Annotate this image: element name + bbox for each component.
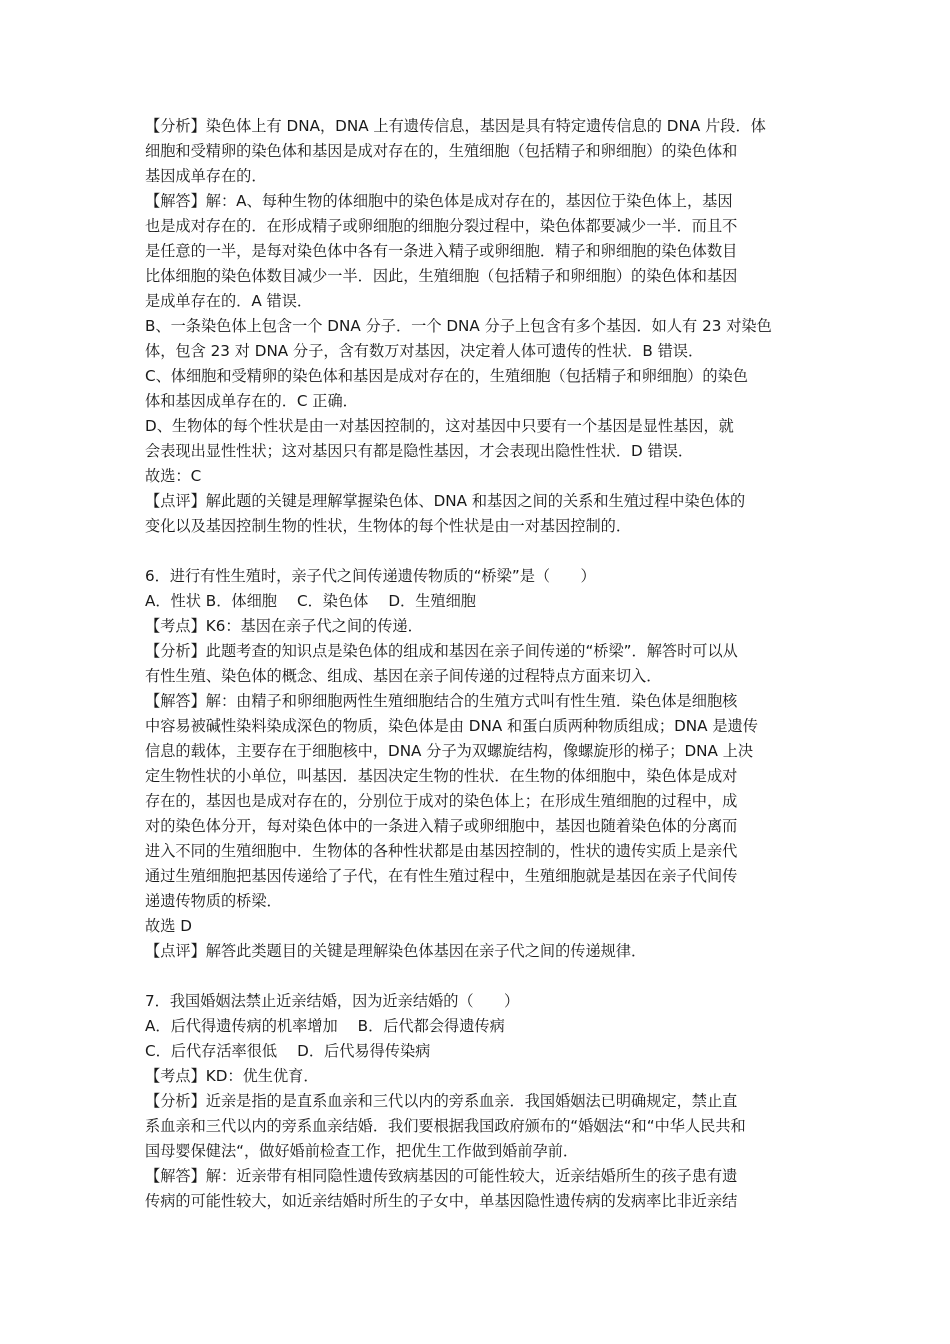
text-line: 变化以及基因控制生物的性状，生物体的每个性状是由一对基因控制的． xyxy=(145,517,631,535)
text-line: 【分析】染色体上有 DNA，DNA 上有遗传信息，基因是具有特定遗传信息的 DNA 片段．体 xyxy=(145,117,766,135)
text-line: 故选 D xyxy=(145,917,192,935)
text-line: 【分析】近亲是指的是直系血亲和三代以内的旁系血亲．我国婚姻法已明确规定，禁止直 xyxy=(145,1092,738,1110)
text-line: 也是成对存在的．在形成精子或卵细胞的细胞分裂过程中，染色体都要减少一半．而且不 xyxy=(145,217,738,235)
text-line: 基因成单存在的． xyxy=(145,167,267,185)
text-line: C、体细胞和受精卵的染色体和基因是成对存在的，生殖细胞（包括精子和卵细胞）的染色 xyxy=(145,367,748,385)
question-7-stem: 7．我国婚姻法禁止近亲结婚，因为近亲结婚的（ ） xyxy=(145,992,520,1010)
text-line: D、生物体的每个性状是由一对基因控制的，这对基因中只要有一个基因是显性基因，就 xyxy=(145,417,734,435)
text-line: 传病的可能性较大，如近亲结婚时所生的子女中，单基因隐性遗传病的发病率比非近亲结 xyxy=(145,1192,738,1210)
question-6-stem: 6．进行有性生殖时，亲子代之间传递遗传物质的“桥梁”是（ ） xyxy=(145,567,596,585)
text-line: 比体细胞的染色体数目减少一半．因此，生殖细胞（包括精子和卵细胞）的染色体和基因 xyxy=(145,267,738,285)
text-line: 【考点】KD：优生优育． xyxy=(145,1067,319,1085)
text-line: 国母婴保健法“，做好婚前检查工作，把优生工作做到婚前孕前． xyxy=(145,1142,579,1160)
text-line: 【点评】解此题的关键是理解掌握染色体、DNA 和基因之间的关系和生殖过程中染色体的 xyxy=(145,492,746,510)
text-line: 是任意的一半，是每对染色体中各有一条进入精子或卵细胞．精子和卵细胞的染色体数目 xyxy=(145,242,738,260)
text-line: 通过生殖细胞把基因传递给了子代，在有性生殖过程中，生殖细胞就是基因在亲子代间传 xyxy=(145,867,738,885)
text-line: 系血亲和三代以内的旁系血亲结婚．我们要根据我国政府颁布的“婚姻法“和“中华人民共和 xyxy=(145,1117,746,1135)
text-line: 会表现出显性性状；这对基因只有都是隐性基因，才会表现出隐性性状．D 错误． xyxy=(145,442,694,460)
text-line: 【解答】解：A、每种生物的体细胞中的染色体是成对存在的，基因位于染色体上，基因 xyxy=(145,192,733,210)
text-line: 体，包含 23 对 DNA 分子，含有数万对基因，决定着人体可遗传的性状．B 错误． xyxy=(145,342,704,360)
text-line: 【解答】解：由精子和卵细胞两性生殖细胞结合的生殖方式叫有性生殖．染色体是细胞核 xyxy=(145,692,738,710)
text-line: 中容易被碱性染料染成深色的物质，染色体是由 DNA 和蛋白质两种物质组成；DNA 是遗传 xyxy=(145,717,758,735)
document-body xyxy=(145,114,810,1214)
text-line: 进入不同的生殖细胞中．生物体的各种性状都是由基因控制的，性状的遗传实质上是亲代 xyxy=(145,842,738,860)
text-line: 对的染色体分开，每对染色体中的一条进入精子或卵细胞中，基因也随着染色体的分离而 xyxy=(145,817,738,835)
blank-line xyxy=(145,539,810,564)
text-line: 故选：C xyxy=(145,467,202,485)
text-line: 存在的，基因也是成对存在的，分别位于成对的染色体上；在形成生殖细胞的过程中，成 xyxy=(145,792,738,810)
text-line: 递遗传物质的桥梁． xyxy=(145,892,282,910)
text-line: 体和基因成单存在的．C 正确． xyxy=(145,392,358,410)
text-line: 是成单存在的．A 错误． xyxy=(145,292,313,310)
question-7-options-ab: A．后代得遗传病的机率增加 B．后代都会得遗传病 xyxy=(145,1017,505,1035)
text-line: 有性生殖、染色体的概念、组成、基因在亲子间传递的过程特点方面来切入． xyxy=(145,667,662,685)
text-line: 细胞和受精卵的染色体和基因是成对存在的，生殖细胞（包括精子和卵细胞）的染色体和 xyxy=(145,142,738,160)
text-line: 【点评】解答此类题目的关键是理解染色体基因在亲子代之间的传递规律． xyxy=(145,942,647,960)
blank-line xyxy=(145,964,810,989)
text-line: 定生物性状的小单位，叫基因．基因决定生物的性状．在生物的体细胞中，染色体是成对 xyxy=(145,767,738,785)
question-6-options: A．性状 B．体细胞 C．染色体 D．生殖细胞 xyxy=(145,592,476,610)
question-7-options-cd: C．后代存活率很低 D．后代易得传染病 xyxy=(145,1042,431,1060)
text-line: 【解答】解：近亲带有相同隐性遗传致病基因的可能性较大，近亲结婚所生的孩子患有遗 xyxy=(145,1167,738,1185)
text-line: 信息的载体，主要存在于细胞核中，DNA 分子为双螺旋结构，像螺旋形的梯子；DNA 上决 xyxy=(145,742,754,760)
text-line: 【分析】此题考查的知识点是染色体的组成和基因在亲子间传递的“桥梁”．解答时可以从 xyxy=(145,642,738,660)
text-line: B、一条染色体上包含一个 DNA 分子．一个 DNA 分子上包含有多个基因．如人有 23 对染色 xyxy=(145,317,772,335)
text-line: 【考点】K6：基因在亲子代之间的传递． xyxy=(145,617,423,635)
